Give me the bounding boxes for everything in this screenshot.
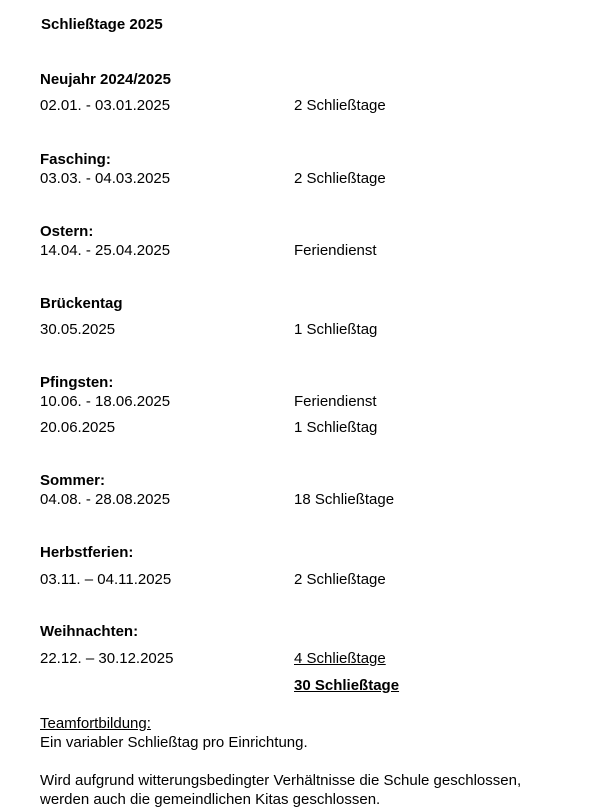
date-range: 02.01. - 03.01.2025 [40,97,171,114]
closure-note: 2 Schließtage [294,170,386,187]
section-heading-neujahr: Neujahr 2024/2025 [40,71,171,88]
closure-note: 1 Schließtag [294,321,378,338]
section-heading-pfingsten: Pfingsten: [40,374,114,391]
date-range: 03.11. – 04.11.2025 [40,571,172,588]
section-heading-brueckentag: Brückentag [40,295,123,312]
date-range: 30.05.2025 [40,321,116,338]
section-heading-sommer: Sommer: [40,472,106,489]
date-range: 10.06. - 18.06.2025 [40,393,171,410]
date-range: 03.03. - 04.03.2025 [40,170,171,187]
closure-note: Feriendienst [294,242,377,259]
weather-notice-line1: Wird aufgrund witterungsbedingter Verhältnisse die Schule geschlossen, [40,772,522,789]
closure-note: Feriendienst [294,393,377,410]
team-training-heading: Teamfortbildung: [40,715,151,732]
date-range: 14.04. - 25.04.2025 [40,242,171,259]
closure-note: 18 Schließtage [294,491,395,508]
section-heading-weihnachten: Weihnachten: [40,623,139,640]
page-title: Schließtage 2025 [41,16,163,33]
closure-note: 4 Schließtage [294,650,386,667]
date-range: 20.06.2025 [40,419,116,436]
section-heading-herbstferien: Herbstferien: [40,544,134,561]
total-closure-days: 30 Schließtage [294,677,400,694]
closure-note: 1 Schließtag [294,419,378,436]
weather-notice-line2: werden auch die gemeindlichen Kitas geschlossen. [40,791,381,808]
date-range: 22.12. – 30.12.2025 [40,650,174,667]
date-range: 04.08. - 28.08.2025 [40,491,171,508]
closure-note: 2 Schließtage [294,97,386,114]
section-heading-fasching: Fasching: [40,151,111,168]
team-training-text: Ein variabler Schließtag pro Einrichtung. [40,734,308,751]
closure-note: 2 Schließtage [294,571,386,588]
section-heading-ostern: Ostern: [40,223,94,240]
